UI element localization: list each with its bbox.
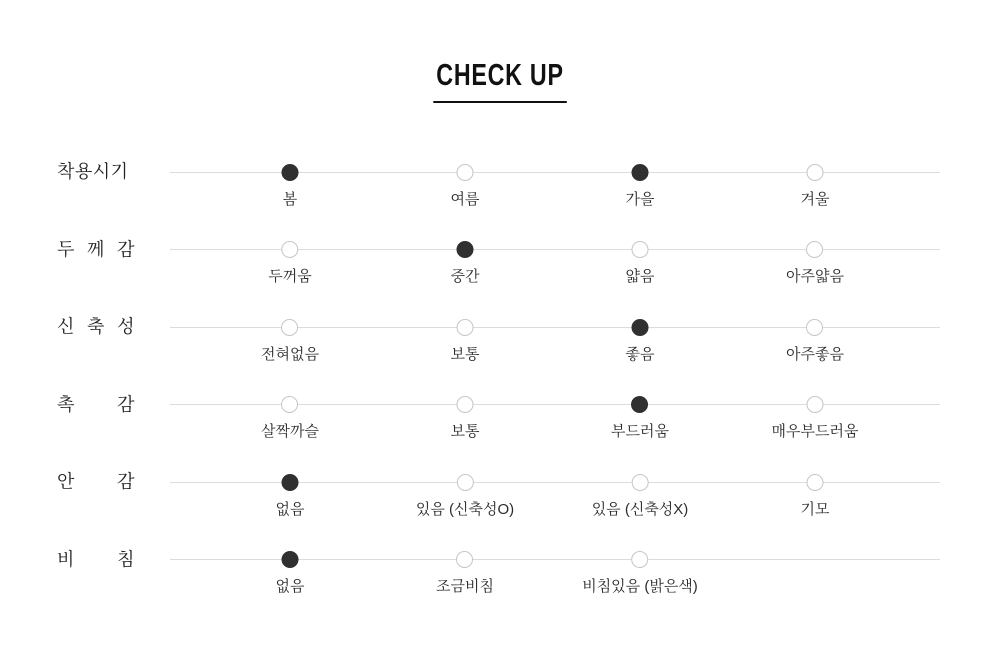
option-label: 아주좋음 <box>786 345 844 363</box>
option-dot-empty <box>456 396 473 413</box>
option-dot-selected <box>632 396 649 413</box>
option-dot-selected <box>631 319 648 336</box>
option-dot-empty <box>456 164 473 181</box>
option-dot-empty <box>456 319 473 336</box>
option-dot-empty <box>632 474 649 491</box>
rating-option <box>416 474 514 519</box>
option-label: 부드러움 <box>611 423 669 440</box>
option-dot-selected <box>282 164 299 181</box>
option-label: 없음 <box>275 500 305 518</box>
rating-option <box>626 164 655 209</box>
option-dot-selected <box>456 241 473 258</box>
rating-option <box>592 474 689 519</box>
rating-option <box>451 164 480 209</box>
option-label: 보통 <box>450 345 480 363</box>
option-label: 있음 (신축성O) <box>415 500 515 518</box>
rating-option <box>582 551 698 596</box>
option-dot-selected <box>631 164 648 181</box>
rating-option <box>268 241 311 286</box>
row-attribute-label: 신 축 성 <box>57 316 135 337</box>
option-label: 전혀없음 <box>261 345 319 363</box>
option-dot-empty <box>457 474 474 491</box>
rating-option <box>626 319 655 364</box>
rating-option <box>261 319 319 364</box>
option-label: 보통 <box>450 423 480 440</box>
rating-option <box>451 396 480 441</box>
option-dot-empty <box>281 241 298 258</box>
option-label: 겨울 <box>800 190 830 208</box>
row-attribute-label: 안 감 <box>57 471 135 492</box>
option-label: 비침있음 (밝은색) <box>582 578 698 595</box>
option-label: 두꺼움 <box>268 268 312 285</box>
rating-option <box>276 474 305 519</box>
option-dot-empty <box>282 319 299 336</box>
option-dot-empty <box>457 551 474 568</box>
page-title: CHECK UP <box>433 57 566 103</box>
option-label: 매우부드러움 <box>771 423 859 440</box>
option-label: 없음 <box>275 578 305 595</box>
rating-option <box>626 241 655 286</box>
rating-option <box>801 474 830 519</box>
option-label: 여름 <box>450 190 480 208</box>
option-dot-empty <box>806 396 823 413</box>
option-label: 아주얇음 <box>786 268 844 285</box>
rating-option <box>786 319 844 364</box>
option-label: 있음 (신축성X) <box>591 500 689 518</box>
option-dot-empty <box>806 474 823 491</box>
rating-option <box>451 241 480 286</box>
option-label: 얇음 <box>625 268 655 285</box>
rating-option <box>772 396 859 441</box>
option-label: 중간 <box>450 268 480 285</box>
option-label: 살짝까슬 <box>261 423 319 440</box>
row-attribute-label: 착용시기 <box>57 161 129 182</box>
option-dot-empty <box>632 551 649 568</box>
option-label: 기모 <box>800 500 830 518</box>
rating-option <box>436 551 494 596</box>
rating-option <box>276 551 305 596</box>
rating-option <box>801 164 830 209</box>
option-dot-selected <box>281 474 298 491</box>
rating-option <box>451 319 480 364</box>
option-label: 조금비침 <box>436 578 494 595</box>
option-dot-empty <box>631 241 648 258</box>
rating-option <box>611 396 669 441</box>
row-attribute-label: 두 께 감 <box>57 239 135 260</box>
option-label: 좋음 <box>625 345 655 363</box>
option-dot-empty <box>807 241 824 258</box>
rating-option <box>786 241 844 286</box>
row-attribute-label: 비 침 <box>57 549 135 570</box>
option-dot-empty <box>806 164 823 181</box>
rating-option <box>282 164 299 209</box>
option-dot-empty <box>282 396 299 413</box>
row-attribute-label: 촉 감 <box>57 394 135 415</box>
option-dot-selected <box>281 551 298 568</box>
rating-option <box>261 396 319 441</box>
option-dot-empty <box>807 319 824 336</box>
option-label: 봄 <box>282 190 298 208</box>
option-label: 가을 <box>625 190 655 208</box>
